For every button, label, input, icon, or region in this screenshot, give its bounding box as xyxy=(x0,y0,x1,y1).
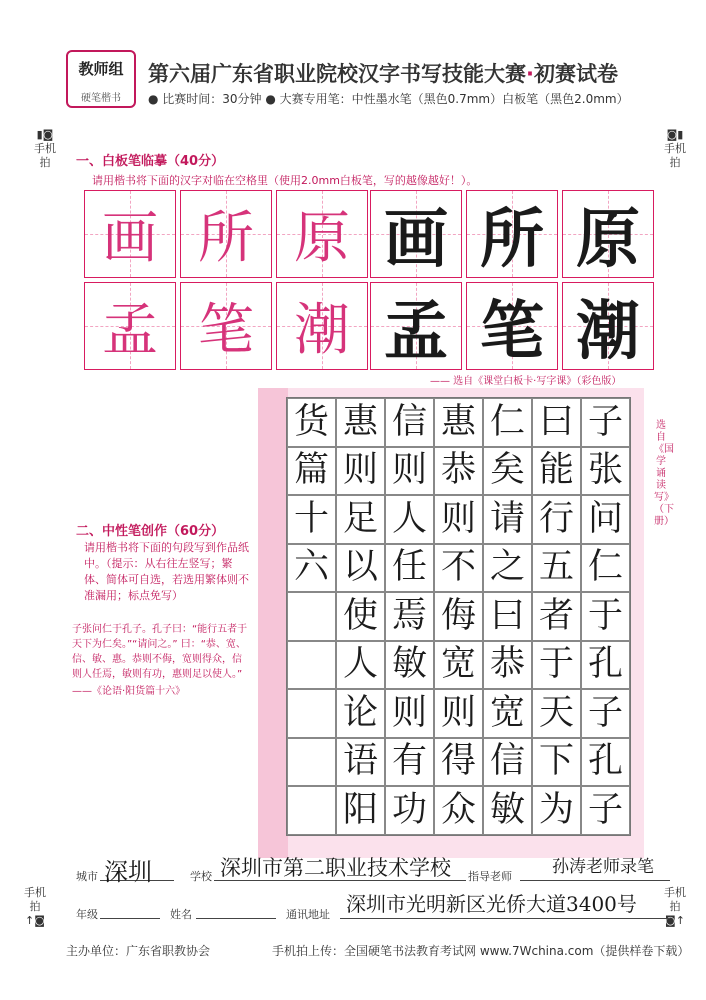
grid-cell[interactable]: 篇 xyxy=(287,447,336,496)
grid-cell[interactable] xyxy=(287,641,336,690)
grid-cell[interactable]: 使 xyxy=(336,592,385,641)
grid-cell[interactable]: 惠 xyxy=(336,398,385,447)
name-line[interactable] xyxy=(196,918,276,919)
grid-cell[interactable]: 五 xyxy=(532,544,581,593)
grid-cell[interactable]: 足 xyxy=(336,495,385,544)
grid-cell[interactable]: 恭 xyxy=(434,447,483,496)
model-cell: 孟 xyxy=(84,282,176,370)
grid-cell[interactable]: 则 xyxy=(434,689,483,738)
grid-cell[interactable]: 货 xyxy=(287,398,336,447)
upload-info: 手机拍上传：全国硬笔书法教育考试网 www.7Wchina.com（提供样卷下载） xyxy=(272,944,690,958)
grid-cell[interactable]: 语 xyxy=(336,738,385,787)
grid-cell[interactable]: 者 xyxy=(532,592,581,641)
phone-photo-mark-top-left: ▮◙ 手机拍 xyxy=(34,128,56,169)
address-label: 通讯地址 xyxy=(286,908,330,921)
grid-cell[interactable]: 敏 xyxy=(483,786,532,835)
section2-source: 选自《国学诵读写》（下册） xyxy=(654,420,674,527)
grid-cell[interactable]: 天 xyxy=(532,689,581,738)
grid-cell[interactable]: 则 xyxy=(336,447,385,496)
grid-cell[interactable]: 以 xyxy=(336,544,385,593)
grid-cell[interactable]: 孔 xyxy=(581,738,630,787)
grid-cell[interactable]: 有 xyxy=(385,738,434,787)
grid-cell[interactable] xyxy=(287,689,336,738)
camera-icon: ↑◙ xyxy=(25,914,45,927)
grid-cell[interactable]: 行 xyxy=(532,495,581,544)
section2-title: 二、中性笔创作（60分） xyxy=(76,524,225,539)
copy-cell[interactable]: 笔 xyxy=(466,282,558,370)
grid-cell[interactable]: 曰 xyxy=(483,592,532,641)
copy-grid xyxy=(370,190,654,370)
grid-cell[interactable]: 子 xyxy=(581,786,630,835)
city-field[interactable]: 深圳 xyxy=(104,858,152,886)
group-badge xyxy=(66,50,136,108)
grid-cell[interactable]: 六 xyxy=(287,544,336,593)
grid-cell[interactable]: 曰 xyxy=(532,398,581,447)
badge-group: 教师组 xyxy=(78,60,124,78)
grid-cell[interactable]: 信 xyxy=(483,738,532,787)
phone-photo-mark-top-right: ◙▮ 手机拍 xyxy=(664,128,686,169)
grid-cell[interactable]: 敏 xyxy=(385,641,434,690)
exam-info: ● 比赛时间：30分钟 ● 大赛专用笔：中性墨水笔（黑色0.7mm）白板笔（黑色2.0mm） xyxy=(148,92,629,106)
badge-sub: 硬笔楷书 xyxy=(81,93,121,104)
grid-cell[interactable] xyxy=(287,592,336,641)
section1-instruction: 请用楷书将下面的汉字对临在空格里（使用2.0mm白板笔，写的越像越好！）。 xyxy=(92,174,478,187)
grid-cell[interactable]: 得 xyxy=(434,738,483,787)
section1-title: 一、白板笔临摹（40分） xyxy=(76,154,225,169)
teacher-line xyxy=(520,880,670,881)
grid-cell[interactable]: 阳 xyxy=(336,786,385,835)
copy-cell[interactable]: 所 xyxy=(466,190,558,278)
grid-cell[interactable]: 十 xyxy=(287,495,336,544)
grid-cell[interactable]: 功 xyxy=(385,786,434,835)
name-label: 姓名 xyxy=(170,908,192,921)
grid-cell[interactable]: 仁 xyxy=(581,544,630,593)
copy-cell[interactable]: 潮 xyxy=(562,282,654,370)
page-title: 第六届广东省职业院校汉字书写技能大赛·初赛试卷 xyxy=(148,62,618,86)
copy-cell[interactable]: 孟 xyxy=(370,282,462,370)
camera-icon: ◙↑ xyxy=(665,914,685,927)
grid-cell[interactable] xyxy=(287,786,336,835)
grid-cell[interactable]: 宽 xyxy=(483,689,532,738)
teacher-field[interactable]: 孙涛老师录笔 xyxy=(552,857,654,877)
grid-cell[interactable]: 于 xyxy=(532,641,581,690)
grid-cell[interactable]: 侮 xyxy=(434,592,483,641)
grid-cell[interactable]: 恭 xyxy=(483,641,532,690)
phone-photo-mark-bottom-right: 手机拍 ◙↑ xyxy=(664,886,686,927)
grid-cell[interactable]: 为 xyxy=(532,786,581,835)
model-cell: 画 xyxy=(84,190,176,278)
grid-cell[interactable]: 任 xyxy=(385,544,434,593)
grid-cell[interactable]: 仁 xyxy=(483,398,532,447)
grid-cell[interactable]: 则 xyxy=(434,495,483,544)
grade-line[interactable] xyxy=(100,918,160,919)
grade-label: 年级 xyxy=(76,908,98,921)
grid-cell[interactable]: 则 xyxy=(385,447,434,496)
organizer: 主办单位：广东省职教协会 xyxy=(66,944,211,958)
writing-grid[interactable] xyxy=(286,397,631,836)
teacher-label: 指导老师 xyxy=(468,870,512,883)
grid-cell[interactable]: 下 xyxy=(532,738,581,787)
phone-photo-mark-bottom-left: 手机拍 ↑◙ xyxy=(24,886,46,927)
grid-cell[interactable]: 焉 xyxy=(385,592,434,641)
address-line xyxy=(340,918,670,919)
model-cell: 原 xyxy=(276,190,368,278)
model-cell: 所 xyxy=(180,190,272,278)
grid-cell[interactable]: 子 xyxy=(581,689,630,738)
copy-cell[interactable]: 原 xyxy=(562,190,654,278)
copy-cell[interactable]: 画 xyxy=(370,190,462,278)
camera-icon: ▮◙ xyxy=(36,128,54,141)
section1-source: —— 选自《课堂白板卡·写字课》（彩色版） xyxy=(430,376,622,387)
camera-icon: ◙▮ xyxy=(666,128,684,141)
school-label: 学校 xyxy=(190,870,212,883)
grid-cell[interactable]: 能 xyxy=(532,447,581,496)
grid-cell[interactable]: 之 xyxy=(483,544,532,593)
grid-cell[interactable]: 不 xyxy=(434,544,483,593)
model-cell: 笔 xyxy=(180,282,272,370)
grid-cell[interactable]: 问 xyxy=(581,495,630,544)
grid-cell[interactable]: 矣 xyxy=(483,447,532,496)
address-field[interactable]: 深圳市光明新区光侨大道3400号 xyxy=(346,892,637,916)
grid-cell[interactable]: 人 xyxy=(336,641,385,690)
grid-cell[interactable]: 张 xyxy=(581,447,630,496)
grid-cell[interactable]: 请 xyxy=(483,495,532,544)
grid-cell[interactable]: 人 xyxy=(385,495,434,544)
grid-cell[interactable]: 众 xyxy=(434,786,483,835)
model-cell: 潮 xyxy=(276,282,368,370)
quote-passage: 子张问仁于孔子。孔子曰：“能行五者于天下为仁矣。”“请问之。” 曰：“恭、宽、信、敏、惠。恭则不侮，宽则得众，信则人任焉，敏则有功，惠则足以使人。” ——《论语·阳货篇十六》 xyxy=(72,624,248,697)
model-grid xyxy=(84,190,368,370)
grid-cell[interactable]: 惠 xyxy=(434,398,483,447)
grid-cell[interactable]: 则 xyxy=(385,689,434,738)
grid-cell[interactable] xyxy=(287,738,336,787)
grid-cell[interactable]: 论 xyxy=(336,689,385,738)
grid-cell[interactable]: 子 xyxy=(581,398,630,447)
school-field[interactable]: 深圳市第二职业技术学校 xyxy=(220,856,451,880)
grid-cell[interactable]: 宽 xyxy=(434,641,483,690)
section2-instruction: 请用楷书将下面的句段写到作品纸中。（提示：从右往左竖写；繁体、简体可自选，若选用繁体则不准漏用；标点免写） xyxy=(84,541,249,602)
grid-cell[interactable]: 信 xyxy=(385,398,434,447)
city-label: 城市 xyxy=(76,870,98,883)
grid-cell[interactable]: 于 xyxy=(581,592,630,641)
grid-cell[interactable]: 孔 xyxy=(581,641,630,690)
